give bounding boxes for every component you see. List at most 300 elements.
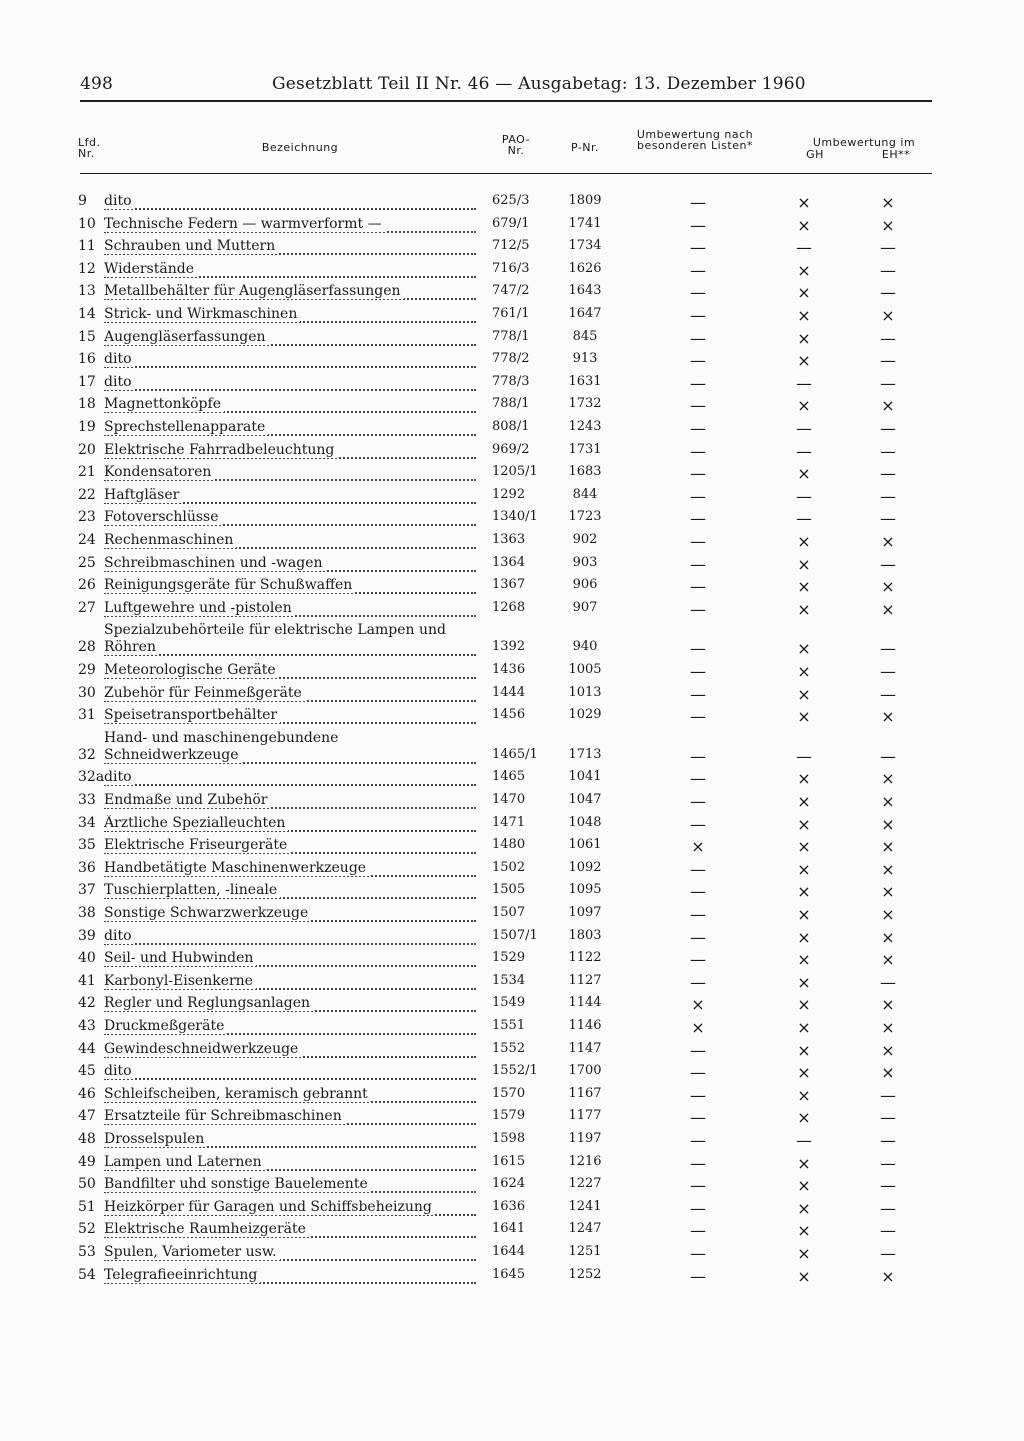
pao-number: 1205/1	[492, 464, 538, 480]
p-number: 1092	[568, 859, 602, 875]
item-name-text: Reinigungsgeräte für Schußwaffen	[104, 577, 355, 593]
gh-mark: ×	[797, 1176, 811, 1196]
pao-number: 1534	[492, 972, 526, 988]
item-name-text: Spezialzubehörteile für elektrische Lampen und Röhren	[104, 622, 446, 656]
item-name	[104, 306, 480, 322]
item-name	[104, 487, 480, 503]
item-name-text: Schreibmaschinen und -wagen	[104, 555, 326, 571]
pao-number: 1644	[492, 1244, 526, 1259]
gh-mark: ×	[797, 972, 811, 992]
gh-mark: —	[796, 486, 812, 506]
gh-mark: ×	[797, 662, 811, 681]
table-row	[0, 306, 1024, 328]
pao-number: 1363	[492, 532, 526, 547]
special-list-mark: —	[690, 1153, 706, 1173]
pao-number: 1465	[492, 769, 526, 785]
row-number: 52	[78, 1221, 96, 1238]
item-name	[104, 374, 480, 390]
p-number: 1734	[568, 238, 602, 254]
table-row	[0, 261, 1024, 283]
item-name	[104, 769, 480, 785]
row-number: 37	[78, 882, 96, 899]
table-row	[0, 442, 1024, 464]
gh-mark: ×	[797, 1221, 811, 1241]
row-number: 21	[78, 464, 96, 481]
gh-mark: —	[796, 441, 812, 461]
row-number: 43	[78, 1018, 96, 1034]
eh-mark: ×	[881, 995, 895, 1015]
special-list-mark: —	[690, 599, 706, 619]
p-number: 1127	[568, 972, 602, 988]
item-name	[104, 1267, 480, 1283]
item-name	[104, 532, 480, 548]
column-header-eh: EH**	[881, 148, 911, 161]
gh-mark: ×	[797, 792, 811, 811]
gh-mark: —	[796, 419, 812, 438]
p-number: 1061	[568, 837, 602, 853]
item-name-text: Magnettonköpfe	[104, 396, 224, 412]
gh-mark: ×	[797, 351, 811, 371]
pao-number: 761/1	[492, 306, 530, 321]
special-list-mark: —	[690, 1221, 706, 1241]
item-name	[104, 662, 480, 678]
table-row	[0, 950, 1024, 972]
eh-mark: —	[880, 260, 896, 280]
pao-number: 1364	[492, 554, 526, 570]
special-list-mark: —	[690, 373, 706, 393]
pao-number: 1436	[492, 662, 526, 677]
pao-number: 1505	[492, 882, 526, 898]
pao-number: 1598	[492, 1131, 526, 1146]
item-name-text: Handbetätigte Maschinenwerkzeuge	[104, 860, 369, 876]
row-number: 40	[78, 950, 96, 967]
item-name-text: dito	[104, 193, 135, 209]
pao-number: 1268	[492, 599, 526, 615]
item-name	[104, 329, 480, 345]
special-list-mark: —	[690, 1244, 706, 1263]
table-row	[0, 351, 1024, 373]
pao-number: 1465/1	[492, 746, 538, 762]
column-header-umbewertung: Umbewertung im	[812, 136, 916, 149]
special-list-mark: ×	[691, 837, 705, 857]
running-head: Gesetzblatt Teil II Nr. 46 — Ausgabetag: 13. Dezember 1960	[272, 74, 806, 94]
eh-mark: —	[880, 441, 896, 461]
eh-mark: ×	[881, 306, 895, 325]
item-name	[104, 1041, 480, 1057]
table-row	[0, 928, 1024, 950]
row-number: 29	[78, 662, 96, 678]
special-list-mark: —	[690, 882, 706, 902]
item-name	[104, 995, 480, 1011]
item-name-text: Telegrafieeinrichtung	[104, 1267, 260, 1283]
gh-mark: ×	[797, 1108, 811, 1128]
item-name	[104, 792, 480, 808]
gh-mark: ×	[797, 1018, 811, 1037]
item-name	[104, 509, 480, 525]
table-row	[0, 1086, 1024, 1108]
eh-mark: ×	[881, 599, 895, 619]
item-name-text: Sprechstellenapparate	[104, 419, 268, 435]
special-list-mark: —	[690, 1266, 706, 1286]
item-name-text: Tuschierplatten, -lineale	[104, 882, 280, 898]
gh-mark: ×	[797, 814, 811, 834]
special-list-mark: —	[690, 260, 706, 280]
gh-mark: ×	[797, 639, 811, 659]
item-name-text: Schleifscheiben, keramisch gebrannt	[104, 1086, 371, 1102]
special-list-mark: —	[690, 577, 706, 597]
gh-mark: ×	[797, 260, 811, 280]
gh-mark: ×	[797, 859, 811, 879]
item-name-text: Lampen und Laternen	[104, 1154, 265, 1170]
table-row	[0, 792, 1024, 814]
row-number: 34	[78, 814, 96, 831]
gh-mark: ×	[797, 328, 811, 348]
p-number: 1144	[568, 995, 602, 1011]
item-name	[104, 1154, 480, 1170]
p-number: 845	[572, 328, 598, 344]
eh-mark: ×	[881, 215, 895, 235]
p-number: 1177	[568, 1108, 602, 1124]
p-number: 902	[572, 532, 598, 547]
special-list-mark: —	[690, 1063, 706, 1083]
special-list-mark: ×	[691, 1018, 705, 1037]
special-list-mark: —	[690, 215, 706, 235]
p-number: 1732	[568, 396, 602, 412]
special-list-mark: —	[690, 1085, 706, 1105]
eh-mark: ×	[881, 1063, 895, 1083]
column-header-special-lists: Umbewertung nach besonderen Listen*	[636, 128, 754, 152]
item-name	[104, 1131, 480, 1147]
row-number: 31	[78, 707, 96, 724]
item-name	[104, 419, 480, 435]
special-list-mark: —	[690, 419, 706, 438]
special-list-mark: —	[690, 554, 706, 574]
row-number: 46	[78, 1085, 96, 1102]
p-number: 903	[572, 554, 598, 570]
table-row	[0, 662, 1024, 684]
p-number: 1197	[568, 1131, 602, 1146]
p-number: 1700	[568, 1063, 602, 1079]
table-row	[0, 532, 1024, 554]
table-row	[0, 193, 1024, 215]
row-number: 22	[78, 486, 96, 503]
pao-number: 1624	[492, 1176, 526, 1192]
item-name	[104, 396, 480, 412]
table-row	[0, 1154, 1024, 1176]
special-list-mark: —	[690, 662, 706, 681]
item-name	[104, 950, 480, 966]
pao-number: 1502	[492, 859, 526, 875]
row-number: 44	[78, 1040, 96, 1057]
eh-mark: —	[880, 328, 896, 348]
special-list-mark: —	[690, 1040, 706, 1060]
special-list-mark: ×	[691, 995, 705, 1015]
p-number: 1241	[568, 1198, 602, 1214]
gh-mark: ×	[797, 905, 811, 924]
eh-mark: —	[880, 1244, 896, 1263]
table-row	[0, 1063, 1024, 1085]
p-number: 1122	[568, 950, 602, 966]
row-number: 42	[78, 995, 96, 1012]
row-number: 39	[78, 927, 96, 944]
p-number: 1041	[568, 769, 602, 785]
item-name	[104, 1176, 480, 1192]
p-number: 1146	[568, 1018, 602, 1033]
special-list-mark: —	[690, 1108, 706, 1128]
item-name-text: Augengläserfassungen	[104, 329, 269, 345]
row-number: 32a	[78, 769, 105, 786]
table-row	[0, 995, 1024, 1017]
row-number: 47	[78, 1108, 96, 1125]
item-name-text: Seil- und Hubwinden	[104, 950, 256, 966]
table-row	[0, 1221, 1024, 1243]
p-number: 844	[572, 486, 598, 502]
table-row	[0, 837, 1024, 859]
p-number: 1013	[568, 684, 602, 700]
gh-mark: ×	[797, 464, 811, 484]
row-number: 15	[78, 328, 96, 345]
item-name	[104, 1086, 480, 1102]
special-list-mark: —	[690, 328, 706, 348]
gh-mark: ×	[797, 769, 811, 789]
eh-mark: ×	[881, 927, 895, 947]
gh-mark: ×	[797, 577, 811, 597]
table-row	[0, 1108, 1024, 1130]
p-number: 1227	[568, 1176, 602, 1192]
eh-mark: —	[880, 1153, 896, 1173]
eh-mark: ×	[881, 814, 895, 834]
pao-number: 1507/1	[492, 927, 538, 943]
item-name-text: Strick- und Wirkmaschinen	[104, 306, 300, 322]
row-number: 18	[78, 396, 96, 413]
p-number: 1167	[568, 1085, 602, 1101]
special-list-mark: —	[690, 927, 706, 947]
pao-number: 1551	[492, 1018, 526, 1033]
item-name-text: Spulen, Variometer usw.	[104, 1244, 280, 1260]
gh-mark: —	[796, 746, 812, 766]
row-number: 36	[78, 859, 96, 876]
pao-number: 1641	[492, 1221, 526, 1237]
table-row	[0, 487, 1024, 509]
eh-mark: —	[880, 283, 896, 303]
item-name-text: Rechenmaschinen	[104, 532, 236, 548]
pao-number: 1292	[492, 486, 526, 502]
pao-number: 1480	[492, 837, 526, 853]
p-number: 1741	[568, 215, 602, 231]
row-number: 32	[78, 746, 96, 763]
p-number: 1631	[568, 373, 602, 389]
item-name	[104, 261, 480, 277]
gh-mark: —	[796, 509, 812, 529]
pao-number: 625/3	[492, 193, 530, 208]
row-number: 51	[78, 1198, 96, 1215]
eh-mark: —	[880, 662, 896, 681]
row-number: 45	[78, 1063, 96, 1080]
table-row	[0, 329, 1024, 351]
table-row	[0, 509, 1024, 531]
item-name	[104, 193, 480, 209]
item-name-text: dito	[104, 928, 135, 944]
row-number: 16	[78, 351, 96, 368]
p-number: 1713	[568, 746, 602, 762]
p-number: 1097	[568, 905, 602, 920]
item-name-text: Schrauben und Muttern	[104, 238, 278, 254]
gh-mark: ×	[797, 995, 811, 1015]
item-name	[104, 555, 480, 571]
table-row	[0, 1244, 1024, 1266]
table-row	[0, 374, 1024, 396]
special-list-mark: —	[690, 814, 706, 834]
pao-number: 1471	[492, 814, 526, 830]
p-number: 913	[572, 351, 598, 367]
pao-number: 716/3	[492, 260, 530, 276]
eh-mark: —	[880, 684, 896, 704]
special-list-mark: —	[690, 351, 706, 371]
pao-number: 712/5	[492, 238, 530, 254]
p-number: 1048	[568, 814, 602, 830]
special-list-mark: —	[690, 532, 706, 551]
item-name	[104, 973, 480, 989]
pao-number: 1645	[492, 1266, 526, 1282]
eh-mark: ×	[881, 769, 895, 789]
item-name	[104, 1244, 480, 1260]
item-name-text: Drosselspulen	[104, 1131, 207, 1147]
item-name	[104, 577, 480, 593]
table-row	[0, 815, 1024, 837]
table-row	[0, 685, 1024, 707]
gh-mark: ×	[797, 306, 811, 325]
pao-number: 1529	[492, 950, 526, 966]
eh-mark: —	[880, 639, 896, 659]
item-name	[104, 837, 480, 853]
item-name-text: Karbonyl-Eisenkerne	[104, 973, 256, 989]
item-name-text: Zubehör für Feinmeßgeräte	[104, 685, 305, 701]
item-name	[104, 1018, 480, 1034]
gh-mark: ×	[797, 707, 811, 727]
special-list-mark: —	[690, 707, 706, 727]
special-list-mark: —	[690, 464, 706, 484]
table-row	[0, 600, 1024, 622]
item-name	[104, 860, 480, 876]
row-number: 13	[78, 283, 96, 300]
p-number: 1095	[568, 882, 602, 898]
pao-number: 788/1	[492, 396, 530, 412]
eh-mark: —	[880, 509, 896, 529]
item-name-text: Ersatzteile für Schreibmaschinen	[104, 1108, 345, 1124]
p-number: 1216	[568, 1153, 602, 1169]
row-number: 17	[78, 373, 96, 390]
pao-number: 1507	[492, 905, 526, 920]
gh-mark: ×	[797, 950, 811, 970]
table-row	[0, 396, 1024, 418]
special-list-mark: —	[690, 792, 706, 811]
eh-mark: —	[880, 1176, 896, 1196]
item-name-text: dito	[104, 374, 135, 390]
eh-mark: —	[880, 419, 896, 438]
item-name-text: Fotoverschlüsse	[104, 509, 222, 525]
eh-mark: ×	[881, 837, 895, 857]
p-number: 1147	[568, 1040, 602, 1056]
item-name	[104, 1063, 480, 1079]
row-number: 54	[78, 1266, 96, 1283]
item-name	[104, 905, 480, 921]
item-name	[104, 600, 480, 616]
gh-mark: ×	[797, 1063, 811, 1083]
column-header-p: P-Nr.	[570, 141, 600, 154]
p-number: 1647	[568, 306, 602, 321]
gh-mark: ×	[797, 837, 811, 857]
p-number: 1005	[568, 662, 602, 677]
special-list-mark: —	[690, 283, 706, 303]
item-name	[104, 622, 480, 656]
row-number: 23	[78, 509, 96, 526]
row-number: 50	[78, 1176, 96, 1193]
table-row	[0, 769, 1024, 791]
table-row	[0, 1267, 1024, 1289]
table-row	[0, 882, 1024, 904]
item-name-text: Luftgewehre und -pistolen	[104, 600, 295, 616]
eh-mark: —	[880, 1131, 896, 1150]
item-name-text: Metallbehälter für Augengläserfassungen	[104, 283, 404, 299]
gh-mark: —	[796, 1131, 812, 1150]
item-name	[104, 283, 480, 299]
gh-mark: ×	[797, 283, 811, 303]
gh-mark: ×	[797, 1040, 811, 1060]
eh-mark: ×	[881, 193, 895, 212]
item-name-text: Endmaße und Zubehör	[104, 792, 270, 808]
column-header-no: Lfd. Nr.	[78, 136, 101, 160]
eh-mark: ×	[881, 792, 895, 811]
item-name-text: Gewindeschneidwerkzeuge	[104, 1041, 301, 1057]
table-row	[0, 283, 1024, 305]
pao-number: 1636	[492, 1198, 526, 1214]
gh-mark: ×	[797, 215, 811, 235]
item-name-text: Ärztliche Spezialleuchten	[104, 815, 288, 831]
p-number: 1809	[568, 193, 602, 208]
pao-number: 1392	[492, 639, 526, 655]
row-number: 11	[78, 238, 96, 255]
item-name-text: dito	[104, 351, 135, 367]
row-number: 30	[78, 684, 96, 701]
p-number: 1251	[568, 1244, 602, 1259]
row-number: 24	[78, 532, 96, 548]
eh-mark: ×	[881, 396, 895, 416]
p-number: 940	[572, 639, 598, 655]
gh-mark: ×	[797, 599, 811, 619]
item-name-text: Heizkörper für Garagen und Schiffsbeheizung	[104, 1199, 435, 1215]
item-name-text: dito	[104, 769, 135, 785]
gh-mark: ×	[797, 396, 811, 416]
item-name	[104, 351, 480, 367]
special-list-mark: —	[690, 1131, 706, 1150]
page-number: 498	[80, 74, 114, 94]
table-row	[0, 577, 1024, 599]
item-name	[104, 928, 480, 944]
row-number: 38	[78, 905, 96, 921]
pao-number: 679/1	[492, 215, 530, 231]
gh-mark: —	[796, 238, 812, 258]
p-number: 1247	[568, 1221, 602, 1237]
eh-mark: ×	[881, 859, 895, 879]
eh-mark: —	[880, 351, 896, 371]
item-name	[104, 815, 480, 831]
p-number: 1047	[568, 792, 602, 807]
p-number: 907	[572, 599, 598, 615]
pao-number: 1549	[492, 995, 526, 1011]
special-list-mark: —	[690, 639, 706, 659]
pao-number: 778/1	[492, 328, 530, 344]
table-row	[0, 1176, 1024, 1198]
